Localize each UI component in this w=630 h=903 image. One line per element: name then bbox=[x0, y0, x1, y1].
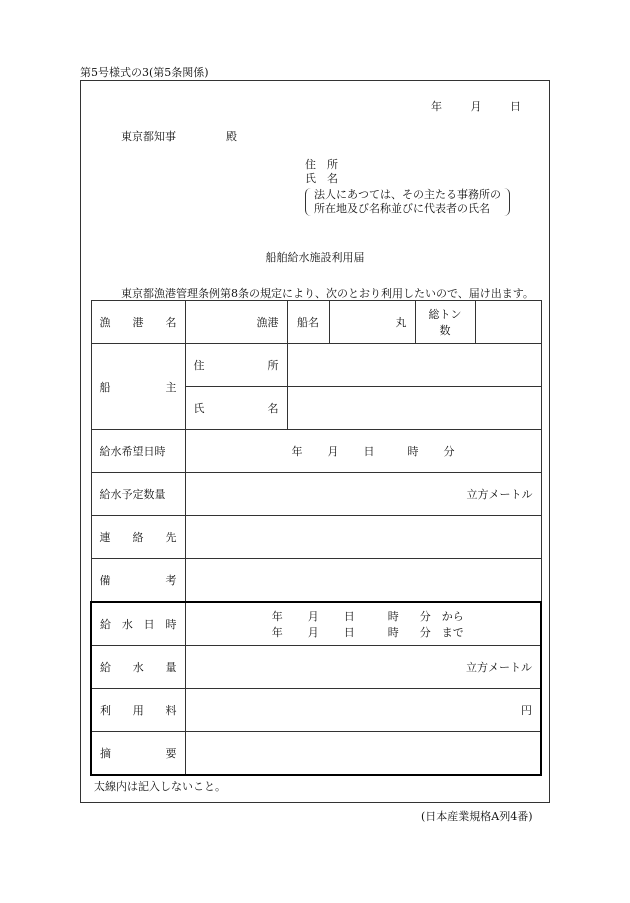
unit-month: 月 bbox=[327, 445, 339, 458]
supply-amount-unit: 立方メートル bbox=[466, 661, 532, 674]
planned-amount-field[interactable] bbox=[185, 473, 541, 516]
corporate-note-line1: 法人にあつては、その主たる事務所の bbox=[314, 188, 501, 201]
unit-year: 年 bbox=[291, 445, 303, 458]
unit-minute: 分 bbox=[443, 445, 455, 458]
supply-amount-label bbox=[91, 646, 185, 689]
label-text bbox=[100, 745, 177, 761]
applicant-block bbox=[305, 158, 338, 186]
fishing-port-label bbox=[91, 301, 185, 344]
table-row-owner-address bbox=[91, 344, 541, 387]
summary-label bbox=[91, 732, 185, 776]
supply-time-field bbox=[185, 602, 541, 646]
label-char: 給 bbox=[100, 618, 111, 631]
table-row-supply-amount bbox=[91, 646, 541, 689]
unit-hour: 時 bbox=[407, 445, 419, 458]
desired-time-label: 給水希望日時 bbox=[91, 430, 185, 473]
contact-label bbox=[91, 516, 185, 559]
label-char: 要 bbox=[165, 747, 177, 760]
date-month: 月 bbox=[470, 100, 482, 113]
to-minute: 分 bbox=[419, 626, 431, 639]
owner-name-label bbox=[185, 387, 287, 430]
application-table bbox=[90, 300, 542, 776]
applicant-name-label: 氏 名 bbox=[305, 172, 338, 185]
planned-amount-label: 給水予定数量 bbox=[91, 473, 185, 516]
label-char: 連 bbox=[99, 531, 111, 544]
label-char: 先 bbox=[165, 531, 177, 544]
label-char: 摘 bbox=[100, 747, 111, 760]
table-row-desired-time bbox=[91, 430, 541, 473]
label-char: 備 bbox=[99, 574, 111, 587]
label-text bbox=[100, 616, 177, 632]
owner-label bbox=[91, 344, 185, 430]
label-char: 利 bbox=[100, 704, 111, 717]
to-month: 月 bbox=[307, 626, 319, 639]
label-char: 所 bbox=[267, 359, 279, 372]
paper-size-note: (日本産業規格A列4番) bbox=[421, 810, 533, 823]
corporate-note-line2: 所在地及び名称並びに代表者の氏名 bbox=[314, 202, 490, 215]
recipient-honorific: 殿 bbox=[226, 130, 237, 143]
label-char: 住 bbox=[193, 359, 205, 372]
supply-time-to bbox=[194, 624, 533, 640]
date-day: 日 bbox=[510, 100, 521, 113]
supply-time-label bbox=[91, 602, 185, 646]
owner-address-label bbox=[185, 344, 287, 387]
table-row-fishing-port bbox=[91, 301, 541, 344]
table-row-fee bbox=[91, 689, 541, 732]
label-char: 時 bbox=[165, 618, 177, 631]
recipient: 東京都知事 bbox=[121, 130, 176, 143]
submission-date bbox=[431, 98, 521, 114]
label-char: 船 bbox=[99, 380, 111, 394]
fee-field bbox=[185, 689, 541, 732]
form-number: 第5号様式の3(第5条関係) bbox=[80, 66, 209, 79]
vessel-name-field[interactable] bbox=[329, 301, 415, 344]
from-month: 月 bbox=[307, 610, 319, 623]
table-row-supply-time bbox=[91, 602, 541, 646]
from-suffix: から bbox=[441, 610, 464, 623]
label-text bbox=[100, 659, 177, 675]
applicant-address-label: 住 所 bbox=[305, 158, 338, 171]
vessel-name-label: 船名 bbox=[287, 301, 329, 344]
label-char: 給 bbox=[100, 661, 111, 674]
label-char: 主 bbox=[165, 380, 177, 394]
to-suffix: まで bbox=[441, 626, 464, 639]
to-year: 年 bbox=[271, 626, 283, 639]
owner-address-field[interactable] bbox=[287, 344, 541, 387]
remarks-field[interactable] bbox=[185, 559, 541, 603]
fee-label bbox=[91, 689, 185, 732]
remarks-label bbox=[91, 559, 185, 603]
label-char: 名 bbox=[267, 402, 279, 415]
desired-time-units bbox=[194, 443, 533, 459]
owner-name-field[interactable] bbox=[287, 387, 541, 430]
unit-day: 日 bbox=[363, 445, 375, 458]
label-char: 名 bbox=[165, 316, 177, 329]
from-year: 年 bbox=[271, 610, 283, 623]
label-char: 水 bbox=[132, 661, 144, 674]
label-char: 料 bbox=[165, 704, 177, 717]
to-hour: 時 bbox=[387, 626, 399, 639]
from-hour: 時 bbox=[387, 610, 399, 623]
label-char: 絡 bbox=[132, 531, 144, 544]
declaration-text: 東京都漁港管理条例第8条の規定により、次のとおり利用したいので、届け出ます。 bbox=[121, 287, 534, 300]
table-row-remarks bbox=[91, 559, 541, 603]
label-text bbox=[100, 379, 177, 395]
date-year: 年 bbox=[431, 100, 442, 113]
gross-tonnage-label: 総トン数 bbox=[415, 301, 475, 344]
summary-field bbox=[185, 732, 541, 776]
contact-field[interactable] bbox=[185, 516, 541, 559]
desired-time-field[interactable] bbox=[185, 430, 541, 473]
label-char: 港 bbox=[132, 316, 144, 329]
label-char: 日 bbox=[143, 618, 155, 631]
label-text bbox=[100, 529, 177, 545]
vessel-suffix: 丸 bbox=[395, 316, 407, 329]
supply-amount-field bbox=[185, 646, 541, 689]
table-row-planned-amount bbox=[91, 473, 541, 516]
label-char: 氏 bbox=[193, 402, 205, 415]
label-char: 漁 bbox=[99, 316, 111, 329]
gross-tonnage-field[interactable] bbox=[475, 301, 541, 344]
planned-amount-unit: 立方メートル bbox=[466, 488, 533, 501]
document-title: 船舶給水施設利用届 bbox=[265, 251, 365, 264]
supply-time-from bbox=[194, 608, 533, 624]
to-day: 日 bbox=[343, 626, 355, 639]
label-text bbox=[194, 400, 279, 416]
label-text bbox=[100, 702, 177, 718]
label-char: 用 bbox=[132, 704, 144, 717]
label-text bbox=[100, 572, 177, 588]
fishing-port-field[interactable] bbox=[185, 301, 287, 344]
from-minute: 分 bbox=[419, 610, 431, 623]
fee-unit: 円 bbox=[521, 704, 532, 717]
label-text bbox=[100, 314, 177, 330]
label-char: 水 bbox=[121, 618, 133, 631]
label-char: 考 bbox=[165, 574, 177, 587]
fishing-port-suffix: 漁港 bbox=[256, 316, 279, 329]
table-row-contact bbox=[91, 516, 541, 559]
table-row-summary bbox=[91, 732, 541, 776]
label-text bbox=[194, 357, 279, 373]
corporate-note bbox=[305, 188, 510, 216]
footnote: 太線内は記入しないこと。 bbox=[94, 780, 226, 793]
label-char: 量 bbox=[165, 661, 177, 674]
from-day: 日 bbox=[343, 610, 355, 623]
